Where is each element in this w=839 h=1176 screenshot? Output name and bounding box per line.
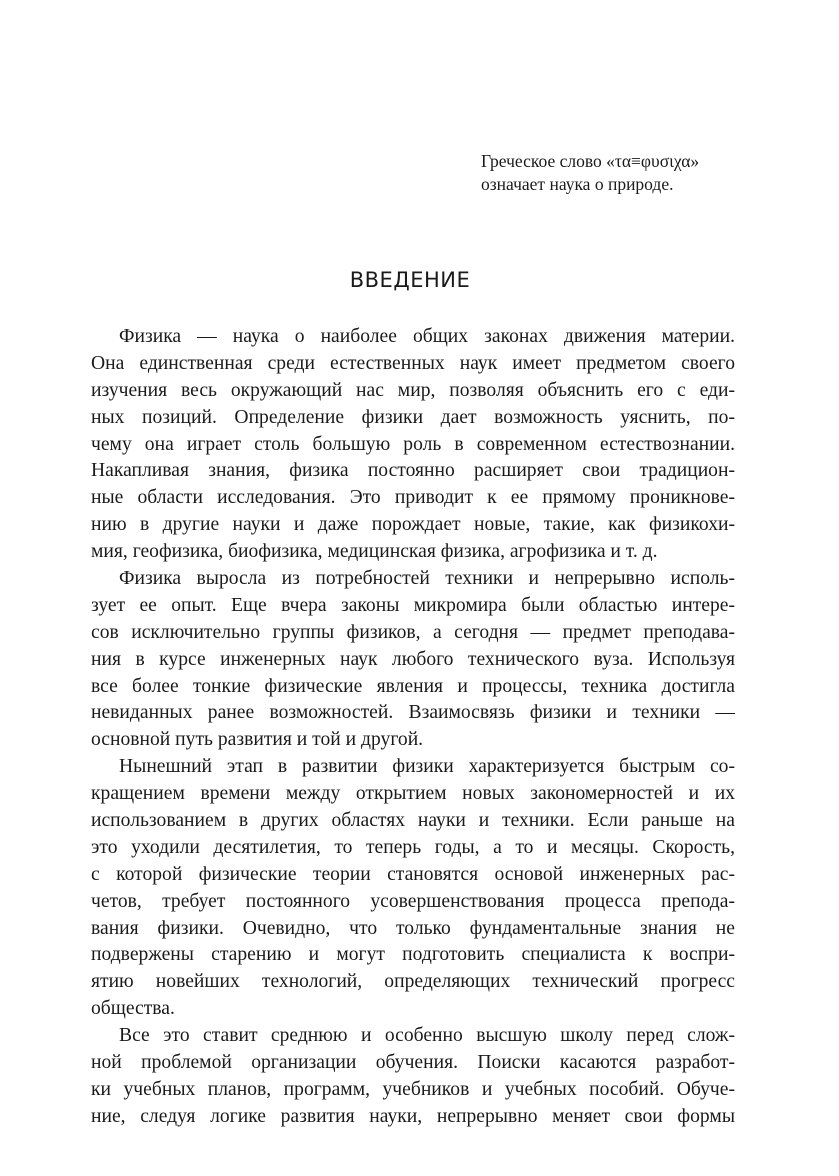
text-line: четов, требует постоянного усовершенствования процесса препода- xyxy=(91,890,735,912)
text-line: Физика — наука о наиболее общих законах движения материи. xyxy=(119,326,735,347)
text-line: подвержены старению и могут подготовить специалиста к воспри- xyxy=(91,944,735,966)
paragraph xyxy=(91,324,735,566)
text-line: это уходили десятилетия, то теперь годы, а то и месяцы. Скорость, xyxy=(91,836,735,858)
text-line: чему она играет столь большую роль в современном естествознании. xyxy=(91,433,735,455)
text-line: невиданных ранее возможностей. Взаимосвязь физики и техники — xyxy=(91,702,735,724)
text-line: общества. xyxy=(91,998,175,1020)
epigraph-line: означает наука о природе. xyxy=(481,174,674,194)
text-line: использованием в других областях науки и техники. Если раньше на xyxy=(91,810,735,832)
text-line: ки учебных планов, программ, учебников и учебных пособий. Обуче- xyxy=(91,1078,735,1100)
text-line: с которой физические теории становятся основой инженерных рас- xyxy=(91,863,735,885)
page-title: ВВЕДЕНИЕ xyxy=(349,268,471,292)
text-line: вания физики. Очевидно, что только фундаментальные знания не xyxy=(91,917,735,939)
text-line: Нынешний этап в развитии физики характеризуется быстрым со- xyxy=(119,756,735,778)
paragraph xyxy=(91,1023,735,1131)
text-line: Все это ставит среднюю и особенно высшую школу перед слож- xyxy=(119,1025,735,1047)
epigraph-line: Греческое слово «τα≡φυσιχα» xyxy=(481,151,700,171)
text-line: ные области исследования. Это приводит к ее прямому проникнове- xyxy=(91,487,735,509)
text-line: ния в курсе инженерных наук любого технического вуза. Используя xyxy=(91,648,735,670)
text-line: ние, следуя логике развития науки, непрерывно меняет свои формы xyxy=(91,1105,735,1127)
text-line: все более тонкие физические явления и процессы, техника достигла xyxy=(91,675,735,697)
epigraph xyxy=(481,150,801,196)
text-line: кращением времени между открытием новых закономерностей и их xyxy=(91,783,735,805)
text-line: сов исключительно группы физиков, а сегодня — предмет преподава- xyxy=(91,621,735,643)
paragraph xyxy=(91,566,735,754)
text-line: изучения весь окружающий нас мир, позволяя объяснить его с еди- xyxy=(91,379,735,401)
text-line: нию в другие науки и даже порождает новые, такие, как физикохи- xyxy=(91,514,735,536)
paragraph xyxy=(91,754,735,1023)
text-line: Она единственная среди естественных наук имеет предметом своего xyxy=(91,352,735,374)
text-line: Накапливая знания, физика постоянно расширяет свои традицион- xyxy=(91,460,735,482)
body-text xyxy=(91,324,735,1131)
text-line: Физика выросла из потребностей техники и непрерывно исполь- xyxy=(119,568,735,590)
text-line: ятию новейших технологий, определяющих технический прогресс xyxy=(91,971,735,993)
text-line: основной путь развития и той и другой. xyxy=(91,729,424,751)
text-line: мия, геофизика, биофизика, медицинская физика, агрофизика и т. д. xyxy=(91,541,658,563)
text-line: ной проблемой организации обучения. Поиски касаются разработ- xyxy=(91,1052,735,1074)
text-line: зует ее опыт. Еще вчера законы микромира были областью интере- xyxy=(91,594,735,616)
text-line: ных позиций. Определение физики дает возможность уяснить, по- xyxy=(91,406,735,428)
